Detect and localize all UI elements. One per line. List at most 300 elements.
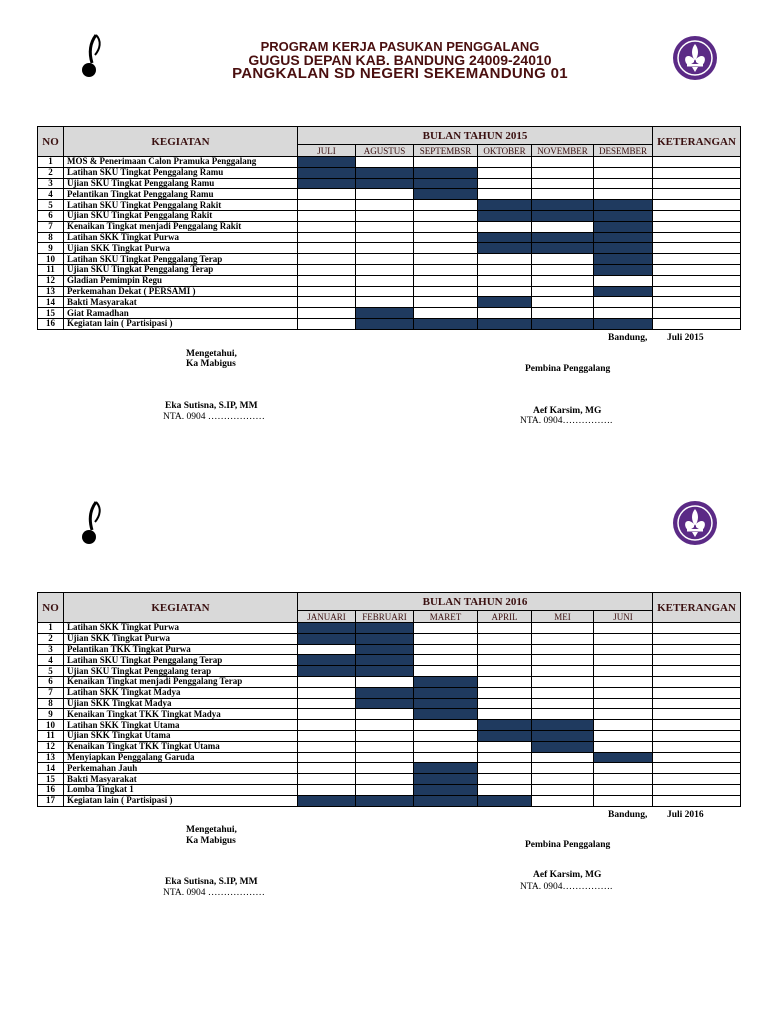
- table-row: [38, 633, 741, 644]
- row-number: 14: [38, 763, 64, 774]
- schedule-cell: [356, 275, 414, 286]
- schedule-cell-active: [414, 774, 478, 785]
- schedule-cell: [356, 676, 414, 687]
- schedule-cell-active: [298, 666, 356, 677]
- schedule-cell: [414, 297, 478, 308]
- keterangan-cell: [653, 275, 741, 286]
- table-body: [38, 157, 741, 330]
- schedule-cell-active: [532, 232, 594, 243]
- schedule-cell: [356, 232, 414, 243]
- schedule-cell-active: [594, 286, 653, 297]
- row-number: 11: [38, 730, 64, 741]
- row-number: 10: [38, 254, 64, 265]
- schedule-cell-active: [594, 200, 653, 211]
- knowing-label: Mengetahui,: [186, 825, 237, 835]
- table-row: [38, 644, 741, 655]
- row-number: 7: [38, 687, 64, 698]
- schedule-cell-active: [298, 157, 356, 168]
- role-left: Ka Mabigus: [186, 836, 236, 846]
- activity-name: Ujian SKK Tingkat Purwa: [64, 243, 298, 254]
- schedule-cell: [414, 730, 478, 741]
- keterangan-cell: [653, 644, 741, 655]
- schedule-cell: [478, 178, 532, 189]
- schedule-cell-active: [414, 687, 478, 698]
- activity-name: Latihan SKU Tingkat Penggalang Terap: [64, 655, 298, 666]
- schedule-cell-active: [414, 189, 478, 200]
- schedule-cell: [532, 178, 594, 189]
- schedule-cell: [594, 308, 653, 319]
- schedule-cell: [414, 286, 478, 297]
- keterangan-cell: [653, 264, 741, 275]
- schedule-cell-active: [356, 698, 414, 709]
- row-number: 8: [38, 232, 64, 243]
- keterangan-cell: [653, 178, 741, 189]
- table-row: [38, 795, 741, 806]
- schedule-cell-active: [594, 752, 653, 763]
- schedule-cell: [478, 666, 532, 677]
- schedule-cell-active: [356, 623, 414, 634]
- row-number: 5: [38, 666, 64, 677]
- schedule-cell: [298, 221, 356, 232]
- activity-name: Menyiapkan Penggalang Garuda: [64, 752, 298, 763]
- schedule-cell-active: [414, 784, 478, 795]
- name-left: Eka Sutisna, S.IP, MM: [165, 877, 258, 887]
- schedule-cell-active: [356, 644, 414, 655]
- schedule-cell-active: [298, 178, 356, 189]
- schedule-cell: [414, 232, 478, 243]
- schedule-cell: [478, 633, 532, 644]
- row-number: 10: [38, 720, 64, 731]
- schedule-cell: [594, 666, 653, 677]
- schedule-cell: [298, 308, 356, 319]
- row-number: 17: [38, 795, 64, 806]
- schedule-cell: [594, 189, 653, 200]
- activity-name: Ujian SKK Tingkat Utama: [64, 730, 298, 741]
- schedule-cell-active: [414, 698, 478, 709]
- schedule-cell: [532, 666, 594, 677]
- keterangan-cell: [653, 709, 741, 720]
- table-row: [38, 720, 741, 731]
- row-number: 11: [38, 264, 64, 275]
- schedule-cell: [356, 709, 414, 720]
- schedule-cell: [414, 666, 478, 677]
- schedule-cell: [594, 633, 653, 644]
- schedule-cell: [298, 286, 356, 297]
- schedule-cell: [356, 297, 414, 308]
- schedule-cell: [532, 167, 594, 178]
- row-number: 12: [38, 741, 64, 752]
- schedule-cell-active: [414, 167, 478, 178]
- table-row: [38, 752, 741, 763]
- keterangan-cell: [653, 189, 741, 200]
- table-row: [38, 655, 741, 666]
- activity-name: Kenaikan Tingkat menjadi Penggalang Rakit: [64, 221, 298, 232]
- row-number: 16: [38, 318, 64, 329]
- name-right: Aef Karsim, MG: [533, 870, 602, 880]
- schedule-cell: [478, 709, 532, 720]
- schedule-cell: [594, 720, 653, 731]
- schedule-cell: [298, 763, 356, 774]
- activity-name: Latihan SKU Tingkat Penggalang Terap: [64, 254, 298, 265]
- schedule-cell: [414, 623, 478, 634]
- schedule-cell-active: [298, 633, 356, 644]
- schedule-cell: [478, 623, 532, 634]
- schedule-cell-active: [298, 167, 356, 178]
- schedule-cell: [298, 318, 356, 329]
- schedule-cell: [356, 741, 414, 752]
- month-header: JULI: [298, 145, 356, 157]
- schedule-cell: [298, 676, 356, 687]
- nta-right: NTA. 0904…………….: [520, 882, 613, 892]
- schedule-cell: [594, 644, 653, 655]
- row-number: 6: [38, 210, 64, 221]
- schedule-cell: [356, 210, 414, 221]
- schedule-cell: [298, 189, 356, 200]
- activity-name: Bakti Masyarakat: [64, 297, 298, 308]
- schedule-cell: [298, 709, 356, 720]
- keterangan-cell: [653, 633, 741, 644]
- schedule-cell-active: [594, 210, 653, 221]
- keterangan-cell: [653, 655, 741, 666]
- table-row: [38, 774, 741, 785]
- schedule-cell: [298, 784, 356, 795]
- signature-place: Bandung,: [608, 810, 648, 820]
- schedule-cell: [532, 795, 594, 806]
- month-header: MEI: [532, 611, 594, 623]
- month-header: AGUSTUS: [356, 145, 414, 157]
- keterangan-cell: [653, 730, 741, 741]
- schedule-cell-active: [478, 210, 532, 221]
- activity-name: Kenaikan Tingkat menjadi Penggalang Terap: [64, 676, 298, 687]
- schedule-cell: [594, 178, 653, 189]
- keterangan-cell: [653, 318, 741, 329]
- keterangan-cell: [653, 666, 741, 677]
- row-number: 14: [38, 297, 64, 308]
- row-number: 3: [38, 178, 64, 189]
- table-row: [38, 308, 741, 319]
- schedule-cell: [594, 687, 653, 698]
- activity-name: Kegiatan lain ( Partisipasi ): [64, 318, 298, 329]
- activity-name: Ujian SKU Tingkat Penggalang Ramu: [64, 178, 298, 189]
- table-row: [38, 623, 741, 634]
- table-row: [38, 189, 741, 200]
- keterangan-cell: [653, 784, 741, 795]
- schedule-cell: [478, 698, 532, 709]
- schedule-cell-active: [298, 623, 356, 634]
- schedule-cell: [532, 763, 594, 774]
- schedule-cell-active: [478, 730, 532, 741]
- schedule-cell-active: [594, 221, 653, 232]
- month-header: FEBRUARI: [356, 611, 414, 623]
- keterangan-cell: [653, 752, 741, 763]
- schedule-cell-active: [594, 232, 653, 243]
- schedule-cell: [414, 200, 478, 211]
- schedule-cell: [414, 254, 478, 265]
- schedule-cell: [594, 157, 653, 168]
- program-table-2016: [37, 592, 741, 807]
- schedule-cell-active: [356, 178, 414, 189]
- month-header: JANUARI: [298, 611, 356, 623]
- col-keterangan: KETERANGAN: [653, 127, 741, 157]
- schedule-cell: [594, 774, 653, 785]
- schedule-cell-active: [478, 232, 532, 243]
- schedule-cell-active: [356, 687, 414, 698]
- table-row: [38, 698, 741, 709]
- activity-name: Latihan SKK Tingkat Purwa: [64, 623, 298, 634]
- schedule-cell-active: [532, 730, 594, 741]
- activity-name: Pelantikan Tingkat Penggalang Ramu: [64, 189, 298, 200]
- row-number: 2: [38, 167, 64, 178]
- schedule-cell: [532, 644, 594, 655]
- schedule-cell: [478, 676, 532, 687]
- nta-left: NTA. 0904 ………………: [163, 888, 265, 898]
- row-number: 16: [38, 784, 64, 795]
- schedule-cell: [478, 286, 532, 297]
- schedule-cell-active: [532, 243, 594, 254]
- keterangan-cell: [653, 167, 741, 178]
- activity-name: Ujian SKK Tingkat Madya: [64, 698, 298, 709]
- schedule-cell: [532, 254, 594, 265]
- activity-name: Ujian SKU Tingkat Penggalang terap: [64, 666, 298, 677]
- row-number: 3: [38, 644, 64, 655]
- month-header: APRIL: [478, 611, 532, 623]
- table-row: [38, 318, 741, 329]
- schedule-cell: [414, 308, 478, 319]
- table-row: [38, 666, 741, 677]
- row-number: 9: [38, 709, 64, 720]
- schedule-cell: [298, 254, 356, 265]
- nta-right: NTA. 0904…………….: [520, 416, 613, 426]
- activity-name: Kenaikan Tingkat TKK Tingkat Utama: [64, 741, 298, 752]
- schedule-cell-active: [594, 318, 653, 329]
- schedule-cell: [356, 784, 414, 795]
- schedule-cell: [414, 243, 478, 254]
- keterangan-cell: [653, 210, 741, 221]
- keterangan-cell: [653, 297, 741, 308]
- period-header: BULAN TAHUN 2016: [298, 593, 653, 611]
- schedule-cell: [532, 687, 594, 698]
- schedule-cell: [532, 623, 594, 634]
- row-number: 8: [38, 698, 64, 709]
- keterangan-cell: [653, 243, 741, 254]
- activity-name: Latihan SKU Tingkat Penggalang Rakit: [64, 200, 298, 211]
- schedule-cell: [414, 644, 478, 655]
- month-header: NOVEMBER: [532, 145, 594, 157]
- schedule-cell: [532, 308, 594, 319]
- schedule-cell-active: [414, 178, 478, 189]
- row-number: 12: [38, 275, 64, 286]
- table-body: [38, 623, 741, 807]
- role-left: Ka Mabigus: [186, 359, 236, 369]
- scout-emblem-icon: [672, 500, 718, 546]
- schedule-cell: [356, 243, 414, 254]
- role-right: Pembina Penggalang: [525, 840, 611, 850]
- schedule-cell: [532, 709, 594, 720]
- schedule-cell-active: [532, 741, 594, 752]
- name-left: Eka Sutisna, S.IP, MM: [165, 401, 258, 411]
- table-row: [38, 730, 741, 741]
- signature-place: Bandung,: [608, 333, 648, 343]
- activity-name: MOS & Penerimaan Calon Pramuka Penggalang: [64, 157, 298, 168]
- activity-name: Ujian SKU Tingkat Penggalang Rakit: [64, 210, 298, 221]
- col-kegiatan: KEGIATAN: [64, 127, 298, 157]
- activity-name: Bakti Masyarakat: [64, 774, 298, 785]
- schedule-cell: [298, 264, 356, 275]
- row-number: 5: [38, 200, 64, 211]
- row-number: 13: [38, 286, 64, 297]
- table-row: [38, 157, 741, 168]
- keterangan-cell: [653, 200, 741, 211]
- schedule-cell: [532, 297, 594, 308]
- keterangan-cell: [653, 157, 741, 168]
- schedule-cell: [298, 243, 356, 254]
- row-number: 7: [38, 221, 64, 232]
- activity-name: Pelantikan TKK Tingkat Purwa: [64, 644, 298, 655]
- table-row: [38, 709, 741, 720]
- keterangan-cell: [653, 698, 741, 709]
- tunas-kelapa-icon: [80, 33, 106, 79]
- schedule-cell-active: [414, 318, 478, 329]
- schedule-cell: [478, 189, 532, 200]
- schedule-cell: [532, 221, 594, 232]
- col-no: NO: [38, 593, 64, 623]
- schedule-cell: [356, 157, 414, 168]
- schedule-cell-active: [478, 297, 532, 308]
- activity-name: Ujian SKK Tingkat Purwa: [64, 633, 298, 644]
- schedule-cell-active: [532, 720, 594, 731]
- schedule-cell-active: [356, 666, 414, 677]
- schedule-cell: [478, 275, 532, 286]
- scout-emblem-icon: [672, 35, 718, 81]
- schedule-cell: [298, 297, 356, 308]
- activity-name: Gladian Pemimpin Regu: [64, 275, 298, 286]
- schedule-cell: [414, 157, 478, 168]
- header-title-line2: GUGUS DEPAN KAB. BANDUNG 24009-24010: [248, 52, 552, 68]
- activity-name: Latihan SKU Tingkat Penggalang Ramu: [64, 167, 298, 178]
- keterangan-cell: [653, 221, 741, 232]
- schedule-cell: [594, 275, 653, 286]
- schedule-cell-active: [594, 243, 653, 254]
- table-row: [38, 167, 741, 178]
- program-table-2015: [37, 126, 741, 330]
- schedule-cell: [532, 633, 594, 644]
- row-number: 4: [38, 189, 64, 200]
- schedule-cell: [414, 221, 478, 232]
- table-row: [38, 210, 741, 221]
- role-right: Pembina Penggalang: [525, 364, 611, 374]
- schedule-cell: [356, 286, 414, 297]
- schedule-cell: [478, 167, 532, 178]
- keterangan-cell: [653, 763, 741, 774]
- table-row: [38, 297, 741, 308]
- month-header: DESEMBER: [594, 145, 653, 157]
- schedule-cell: [594, 698, 653, 709]
- schedule-cell: [414, 210, 478, 221]
- table-row: [38, 741, 741, 752]
- schedule-cell-active: [414, 709, 478, 720]
- schedule-cell-active: [356, 633, 414, 644]
- schedule-cell-active: [532, 200, 594, 211]
- schedule-cell: [298, 687, 356, 698]
- activity-name: Latihan SKK Tingkat Utama: [64, 720, 298, 731]
- schedule-cell: [414, 275, 478, 286]
- schedule-cell: [594, 763, 653, 774]
- schedule-cell: [414, 633, 478, 644]
- row-number: 15: [38, 774, 64, 785]
- table-row: [38, 254, 741, 265]
- schedule-cell-active: [414, 795, 478, 806]
- schedule-cell: [532, 784, 594, 795]
- period-header: BULAN TAHUN 2015: [298, 127, 653, 145]
- schedule-cell: [478, 752, 532, 763]
- schedule-cell: [594, 730, 653, 741]
- schedule-cell-active: [478, 720, 532, 731]
- name-right: Aef Karsim, MG: [533, 406, 602, 416]
- keterangan-cell: [653, 741, 741, 752]
- schedule-cell-active: [356, 655, 414, 666]
- schedule-cell: [532, 264, 594, 275]
- table-row: [38, 784, 741, 795]
- row-number: 6: [38, 676, 64, 687]
- header-title-line3: PANGKALAN SD NEGERI SEKEMANDUNG 01: [232, 65, 568, 82]
- table-row: [38, 687, 741, 698]
- schedule-cell: [478, 254, 532, 265]
- schedule-cell: [356, 189, 414, 200]
- schedule-cell: [298, 275, 356, 286]
- schedule-cell: [356, 752, 414, 763]
- col-no: NO: [38, 127, 64, 157]
- schedule-cell: [532, 275, 594, 286]
- schedule-cell-active: [532, 210, 594, 221]
- signature-date: Juli 2016: [667, 810, 704, 820]
- row-number: 9: [38, 243, 64, 254]
- schedule-cell: [594, 741, 653, 752]
- keterangan-cell: [653, 795, 741, 806]
- schedule-cell: [298, 232, 356, 243]
- schedule-cell: [356, 774, 414, 785]
- month-header: JUNI: [594, 611, 653, 623]
- schedule-cell-active: [356, 795, 414, 806]
- schedule-cell: [594, 655, 653, 666]
- table-row: [38, 243, 741, 254]
- schedule-cell: [532, 676, 594, 687]
- table-row: [38, 178, 741, 189]
- schedule-cell-active: [356, 318, 414, 329]
- schedule-cell-active: [478, 795, 532, 806]
- activity-name: Latihan SKK Tingkat Purwa: [64, 232, 298, 243]
- table-row: [38, 232, 741, 243]
- schedule-cell: [356, 264, 414, 275]
- activity-name: Latihan SKK Tingkat Madya: [64, 687, 298, 698]
- month-header: SEPTEMBSR: [414, 145, 478, 157]
- schedule-cell: [532, 286, 594, 297]
- table-row: [38, 200, 741, 211]
- knowing-label: Mengetahui,: [186, 349, 237, 359]
- schedule-cell: [532, 157, 594, 168]
- schedule-cell: [478, 687, 532, 698]
- schedule-cell: [356, 200, 414, 211]
- schedule-cell-active: [594, 254, 653, 265]
- activity-name: Kenaikan Tingkat TKK Tingkat Madya: [64, 709, 298, 720]
- schedule-cell: [478, 644, 532, 655]
- schedule-cell-active: [298, 795, 356, 806]
- schedule-cell: [478, 157, 532, 168]
- schedule-cell: [594, 167, 653, 178]
- month-header: MARET: [414, 611, 478, 623]
- table-row: [38, 763, 741, 774]
- row-number: 2: [38, 633, 64, 644]
- table-row: [38, 676, 741, 687]
